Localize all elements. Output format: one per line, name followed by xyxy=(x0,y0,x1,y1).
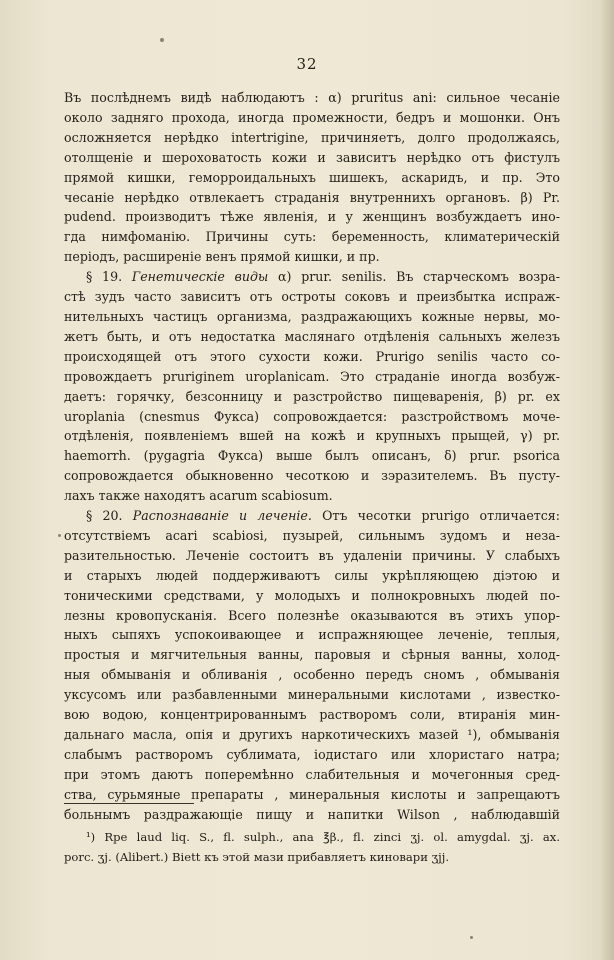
text-line: чесаніе нерѣдко отвлекаетъ страданія внутреннихъ органовъ. β) Pr. xyxy=(64,189,560,205)
scan-speck xyxy=(58,534,61,537)
text-line: происходящей отъ этого сухости кожи. Prurigo senilis часто со- xyxy=(64,348,560,364)
text-line: уксусомъ или разбавленными минеральными кислотами , известко- xyxy=(64,687,560,703)
text-line: около задняго прохода, иногда промежности, бедръ и мошонки. Онъ xyxy=(64,109,560,125)
text-line: ныхъ сыпяхъ успокоивающее и испражняющее леченіе, теплыя, xyxy=(64,627,560,643)
text-line: разительностью. Леченіе состоитъ въ удаленіи причины. У слабыхъ xyxy=(64,547,560,563)
text-line: періодъ, расширеніе венъ прямой кишки, и пр. xyxy=(64,249,380,265)
scan-speck xyxy=(160,38,164,42)
text-line: больнымъ раздражающіе пищу и напитки Wilson , наблюдавшій xyxy=(64,806,560,822)
text-line: haemorrh. (pygagria Фукса) выше былъ описанъ, δ) prur. psorica xyxy=(64,448,560,464)
text-line: ныя обмыванія и обливанія , особенно передъ сномъ , обмыванія xyxy=(64,667,560,683)
text-line: при этомъ даютъ поперемѣнно слабительныя и мочегонныя сред- xyxy=(64,766,560,782)
text-line: провождаетъ pruriginem uroplanicam. Это страданіе иногда возбуж- xyxy=(64,368,560,384)
text-line: простыя и мягчительныя ванны, паровыя и сѣрныя ванны, холод- xyxy=(64,647,560,663)
section-title: Распознаваніе и леченіе. xyxy=(132,508,312,524)
text-fragment: α) prur. senilis. Въ старческомъ возра- xyxy=(278,269,560,285)
text-line: тоническими средствами, у молодыхъ и полнокровныхъ людей по- xyxy=(64,587,560,603)
section-20-heading-line xyxy=(64,506,560,526)
scan-speck xyxy=(470,936,473,939)
text-line: вою водою, концентрированнымъ растворомъ соли, втиранія мин- xyxy=(64,707,560,723)
text-line: uroplania (cnesmus Фукса) сопровождается: разстройствомъ моче- xyxy=(64,408,560,424)
text-line: отсутствіемъ acari scabiosi, пузырей, сильнымъ зудомъ и неза- xyxy=(64,527,560,543)
section-19-heading-line xyxy=(64,267,560,287)
text-line: лахъ также находятъ acarum scabiosum. xyxy=(64,488,333,504)
text-line: pudend. производитъ тѣже явленія, и у женщинъ возбуждаетъ ино- xyxy=(64,209,560,225)
section-number: § 20. xyxy=(86,508,123,524)
text-line: и старыхъ людей поддерживаютъ силы укрѣпляющею діэтою и xyxy=(64,567,560,583)
section-title: Генетическіе виды xyxy=(131,269,269,285)
text-line: дальнаго масла, опія и другихъ наркотическихъ мазей ¹), обмыванія xyxy=(64,727,560,742)
text-line: жетъ быть, и отъ недостатка маслянаго отдѣленія сальныхъ железъ xyxy=(64,328,560,344)
text-line: лезны кровопусканія. Всего полезнѣе оказываются въ этихъ упор- xyxy=(64,607,560,623)
section-number: § 19. xyxy=(86,269,123,285)
text-line: стѣ зудъ часто зависитъ отъ остроты соковъ и преизбытка испраж- xyxy=(64,289,560,305)
footnote-line: ¹) Rpe laud liq. S., fl. sulph., ana ℥β., fl. zinci ʒj. ol. amygdal. ʒj. ax. xyxy=(86,830,560,844)
page-number: 32 xyxy=(296,55,318,73)
footnote-line: porc. ʒj. (Alibert.) Biett къ этой мази прибавляетъ киновари ʒjj. xyxy=(64,850,450,864)
text-line: даетъ: горячку, безсонницу и разстройство пищеваренія, β) pr. ex xyxy=(64,388,560,404)
text-line: сопровождается обыкновенно чесоткою и зэразителемъ. Въ пусту- xyxy=(64,468,560,484)
footnote-divider xyxy=(64,803,194,804)
text-line: Въ послѣднемъ видѣ наблюдаютъ : α) pruritus ani: сильное чесаніе xyxy=(64,90,560,105)
text-line: осложняется нерѣдко intertrigine, причиняетъ, долго продолжаясь, xyxy=(64,129,560,145)
main-text xyxy=(64,88,560,825)
text-line: гда нимфоманію. Причины суть: беременность, климатерическій xyxy=(64,229,560,245)
text-line: слабымъ растворомъ сублимата, іодистаго или хлористаго натра; xyxy=(64,746,560,762)
text-line: отдѣленія, появленіемъ вшей на кожѣ и крупныхъ прыщей, γ) pr. xyxy=(64,428,560,444)
text-line: прямой кишки, геморроидальныхъ шишекъ, аскаридъ, и пр. Это xyxy=(64,169,560,185)
text-line: нительныхъ частицъ организма, раздражающихъ кожные нервы, мо- xyxy=(64,308,560,324)
page-spine-shadow xyxy=(600,0,614,960)
text-line: отолщеніе и шероховатость кожи и зависитъ нерѣдко отъ фистулъ xyxy=(64,149,560,165)
footnote xyxy=(64,827,560,867)
text-line: ства, сурьмяные препараты , минеральныя кислоты и запрещаютъ xyxy=(64,786,560,802)
text-fragment: Отъ чесотки prurigo отличается: xyxy=(322,508,560,524)
